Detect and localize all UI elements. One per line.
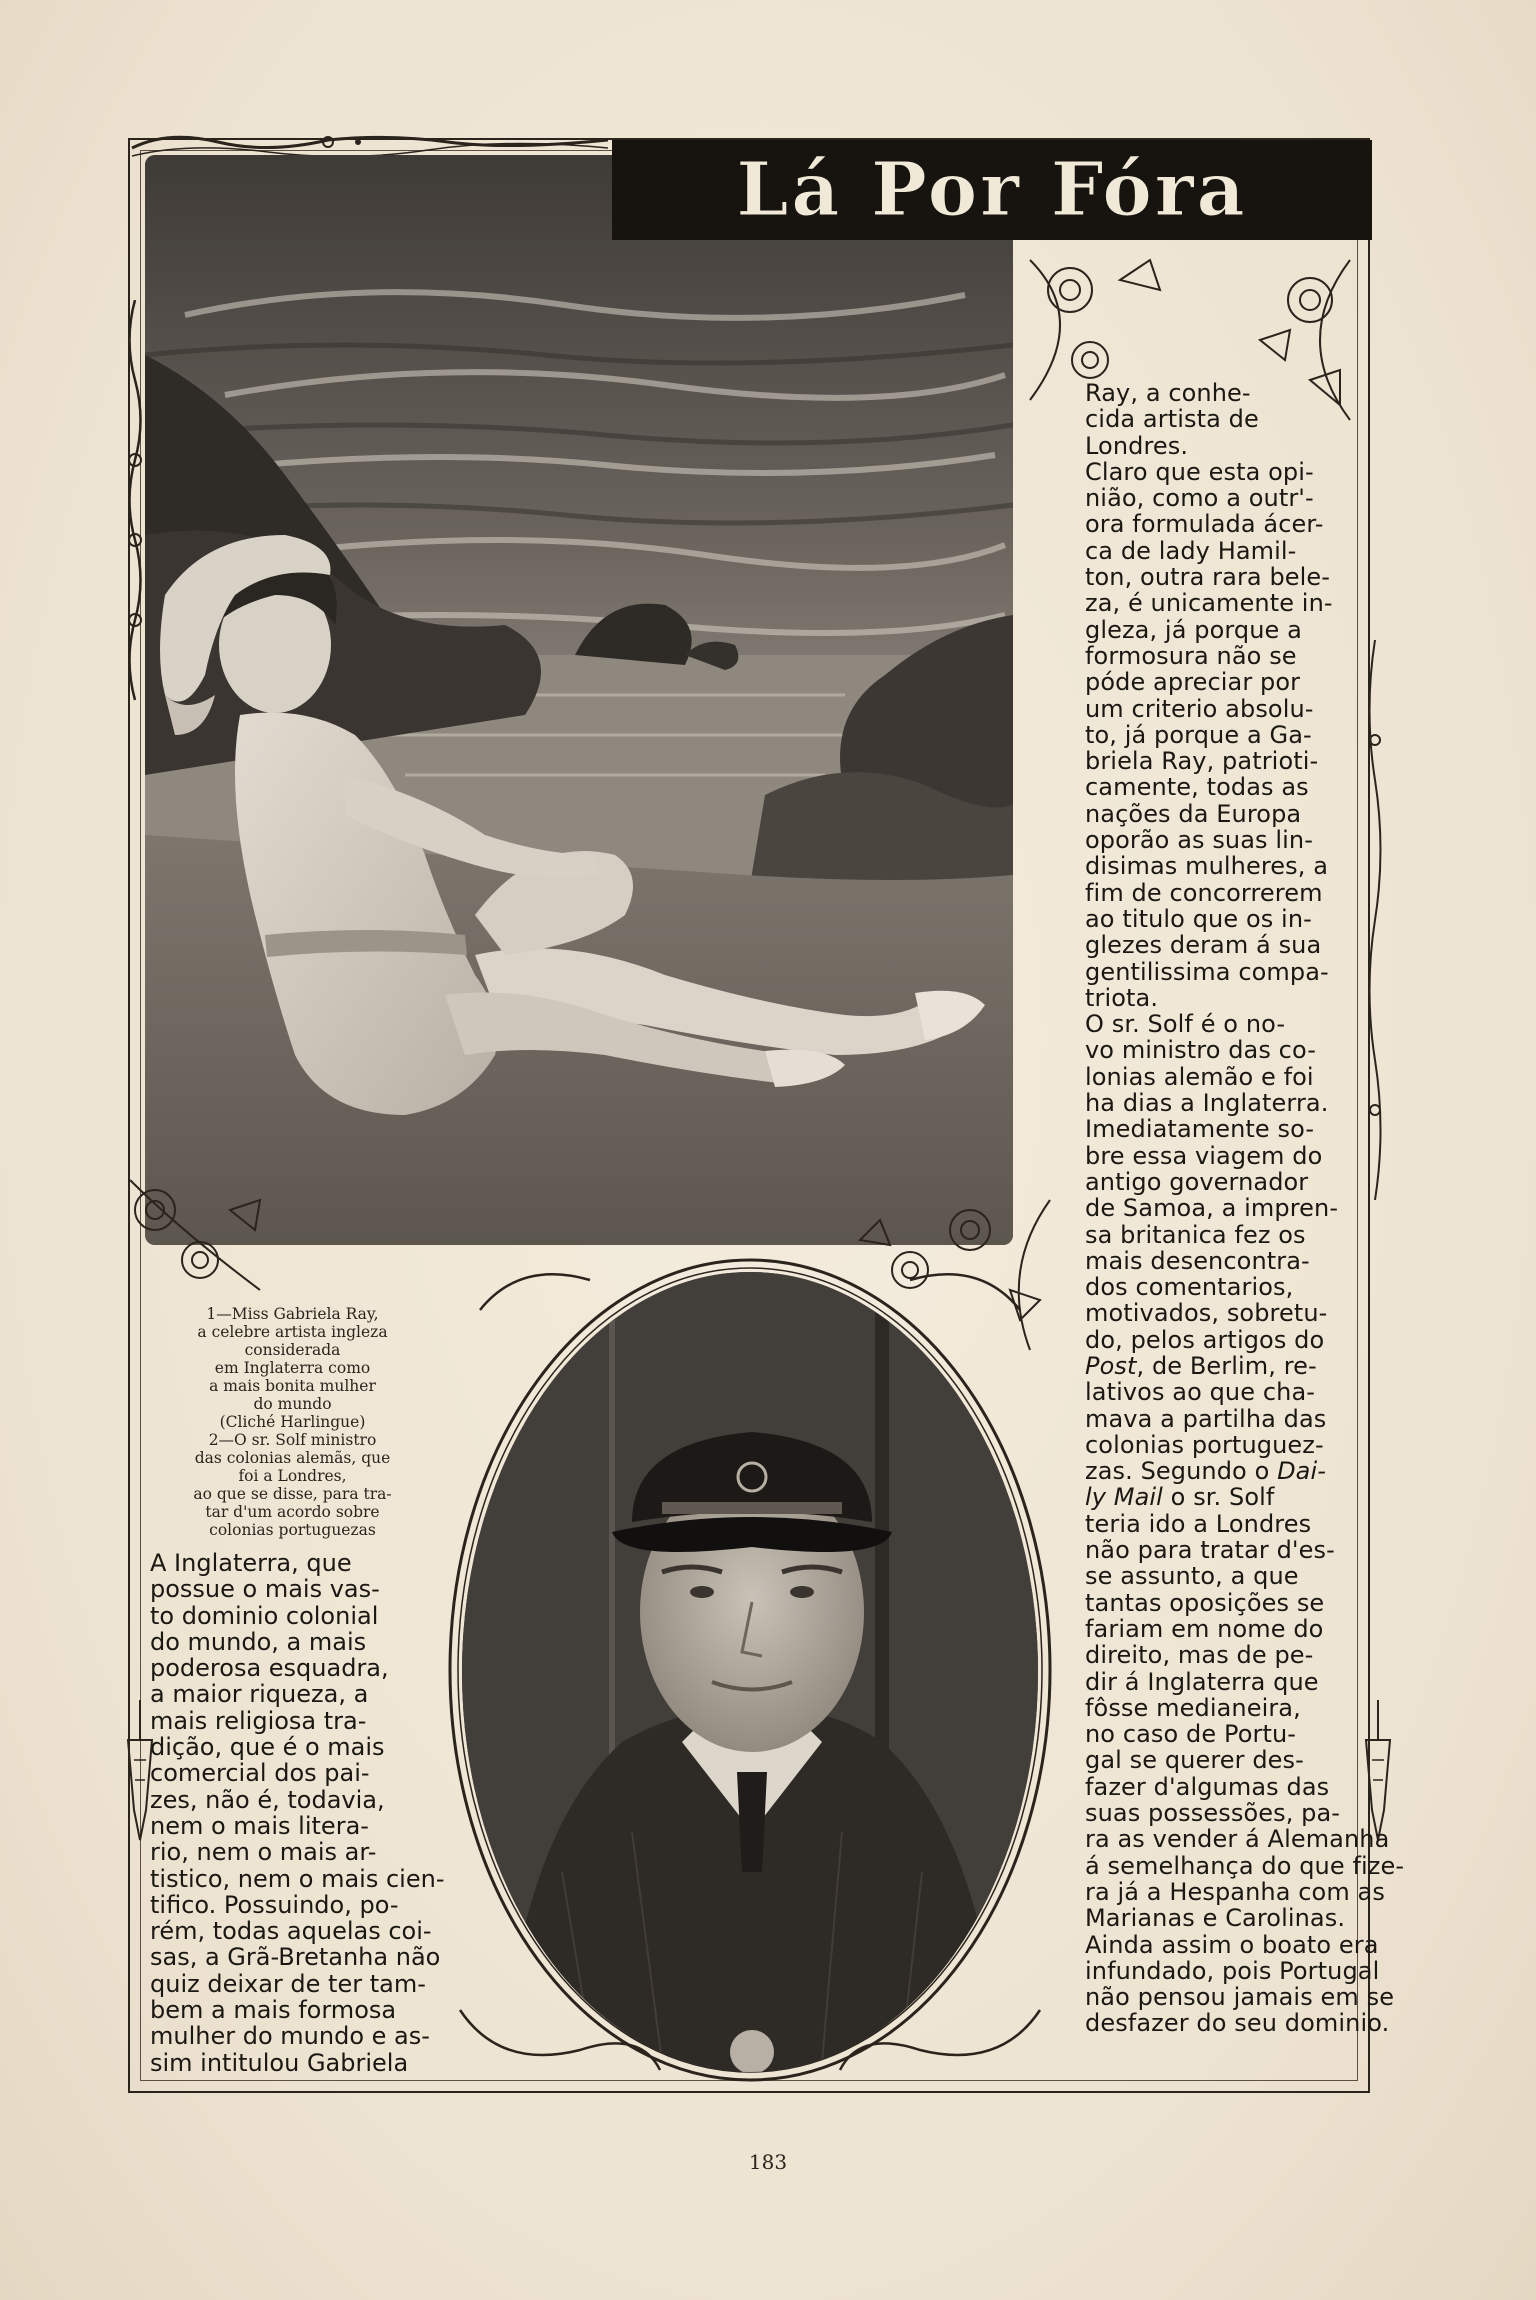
- text-line: sa britanica fez os: [1085, 1220, 1306, 1249]
- text-line: do mundo, a mais: [150, 1627, 367, 1656]
- caption-line: a celebre artista ingleza: [197, 1323, 388, 1341]
- text-line: zas. Segundo o Dai-: [1085, 1457, 1327, 1486]
- text-line: infundado, pois Portugal: [1085, 1956, 1380, 1985]
- text-line: rém, todas aquelas coi-: [150, 1917, 432, 1946]
- text-line: O sr. Solf é o no-: [1085, 1010, 1286, 1039]
- text-line: vo ministro das co-: [1085, 1036, 1316, 1065]
- text-line: ra já a Hespanha com as: [1085, 1877, 1385, 1906]
- text-line: camente, todas as: [1085, 773, 1309, 802]
- text-line: gentilissima compa-: [1085, 957, 1329, 986]
- text-line: zes, não é, todavia,: [150, 1785, 385, 1814]
- floral-ornament-left: [120, 1170, 280, 1300]
- photo-caption: [150, 1305, 435, 1539]
- text-line: ton, outra rara bele-: [1085, 563, 1331, 592]
- text-line: póde apreciar por: [1085, 668, 1301, 697]
- text-line: poderosa esquadra,: [150, 1654, 389, 1683]
- caption-line: ao que se disse, para tra-: [193, 1485, 392, 1503]
- text-line: formosura não se: [1085, 641, 1297, 670]
- text-line: ora formulada ácer-: [1085, 510, 1324, 539]
- text-line: não para tratar d'es-: [1085, 1536, 1335, 1565]
- text-line: mais religiosa tra-: [150, 1706, 367, 1735]
- text-line: gleza, já porque a: [1085, 615, 1302, 644]
- text-line: comercial dos pai-: [150, 1759, 370, 1788]
- text-line: á semelhança do que fize-: [1085, 1851, 1405, 1880]
- text-line: sim intitulou Gabriela: [150, 2048, 409, 2077]
- text-line: colonias portuguez-: [1085, 1430, 1324, 1459]
- text-line: a maior riqueza, a: [150, 1680, 369, 1709]
- text-line: fariam em nome do: [1085, 1614, 1324, 1643]
- caption-line: foi a Londres,: [238, 1467, 347, 1485]
- text-line: Marianas e Carolinas.: [1085, 1904, 1346, 1933]
- text-line: oporão as suas lin-: [1085, 826, 1313, 855]
- photo-gabriela-ray-image: [145, 155, 1013, 1245]
- article-text-left-column: [150, 1549, 445, 2077]
- text-line: rio, nem o mais ar-: [150, 1838, 377, 1867]
- text-line: Ainda assim o boato era: [1085, 1930, 1379, 1959]
- section-title-banner: [612, 140, 1372, 240]
- text-line: não pensou jamais em se: [1085, 1983, 1395, 2012]
- text-line: Post, de Berlim, re-: [1085, 1351, 1317, 1380]
- text-line: tifico. Possuindo, po-: [150, 1890, 399, 1919]
- text-line: lativos ao que cha-: [1085, 1378, 1316, 1407]
- text-line: briela Ray, patrioti-: [1085, 747, 1319, 776]
- text-line: mais desencontra-: [1085, 1246, 1310, 1275]
- text-line: tantas oposições se: [1085, 1588, 1325, 1617]
- caption-line: do mundo: [253, 1395, 332, 1413]
- text-line: tistico, nem o mais cien-: [150, 1864, 445, 1893]
- text-line: glezes deram á sua: [1085, 931, 1322, 960]
- text-line: ly Mail o sr. Solf: [1085, 1483, 1275, 1512]
- caption-line: das colonias alemãs, que: [194, 1449, 391, 1467]
- text-line: dição, que é o mais: [150, 1733, 385, 1762]
- caption-line: 1—Miss Gabriela Ray,: [206, 1305, 379, 1323]
- photo-sr-solf-image: [462, 1272, 1038, 2072]
- text-line: to, já porque a Ga-: [1085, 720, 1312, 749]
- text-line: dir á Inglaterra que: [1085, 1667, 1319, 1696]
- text-line: triota.: [1085, 983, 1159, 1012]
- caption-line: 2—O sr. Solf ministro: [208, 1431, 377, 1449]
- caption-line: tar d'um acordo sobre: [205, 1503, 380, 1521]
- text-line: mava a partilha das: [1085, 1404, 1327, 1433]
- section-title: Lá Por Fóra: [736, 147, 1248, 233]
- text-line: do, pelos artigos do: [1085, 1325, 1325, 1354]
- text-line: disimas mulheres, a: [1085, 852, 1329, 881]
- text-line: sas, a Grã-Bretanha não: [150, 1943, 441, 1972]
- text-line: to dominio colonial: [150, 1601, 379, 1630]
- text-line: um criterio absolu-: [1085, 694, 1314, 723]
- text-line: se assunto, a que: [1085, 1562, 1299, 1591]
- text-line: nem o mais litera-: [150, 1811, 369, 1840]
- text-line: suas possessões, pa-: [1085, 1799, 1341, 1828]
- text-line: Imediatamente so-: [1085, 1115, 1315, 1144]
- text-line: direito, mas de pe-: [1085, 1641, 1314, 1670]
- text-line: fim de concorrerem: [1085, 878, 1323, 907]
- text-line: ra as vender á Alemanha: [1085, 1825, 1390, 1854]
- text-line: nião, como a outr'-: [1085, 484, 1314, 513]
- caption-line: em Inglaterra como: [214, 1359, 371, 1377]
- text-line: ao titulo que os in-: [1085, 904, 1312, 933]
- photo-sr-solf: [462, 1272, 1038, 2072]
- text-line: Londres.: [1085, 431, 1189, 460]
- caption-line: a mais bonita mulher: [209, 1377, 376, 1395]
- text-line: Ray, a conhe-: [1085, 379, 1251, 407]
- text-line: dos comentarios,: [1085, 1273, 1294, 1302]
- text-line: lonias alemão e foi: [1085, 1062, 1314, 1091]
- text-line: A Inglaterra, que: [150, 1549, 352, 1577]
- page-number: 183: [748, 2150, 788, 2174]
- text-line: desfazer do seu dominio.: [1085, 2009, 1390, 2038]
- text-line: ca de lady Hamil-: [1085, 536, 1297, 565]
- photo-gabriela-ray: [145, 155, 1013, 1245]
- text-line: antigo governador: [1085, 1167, 1309, 1196]
- text-line: gal se querer des-: [1085, 1746, 1304, 1775]
- text-line: fôsse medianeira,: [1085, 1693, 1301, 1722]
- text-line: cida artista de: [1085, 405, 1259, 434]
- text-line: nações da Europa: [1085, 799, 1302, 828]
- article-text-right-column: [1085, 380, 1415, 2037]
- caption-line: colonias portuguezas: [209, 1521, 376, 1539]
- text-line: teria ido a Londres: [1085, 1509, 1312, 1538]
- text-line: mulher do mundo e as-: [150, 2022, 430, 2051]
- text-line: fazer d'algumas das: [1085, 1772, 1330, 1801]
- text-line: bem a mais formosa: [150, 1996, 397, 2025]
- text-line: no caso de Portu-: [1085, 1720, 1297, 1749]
- text-line: Claro que esta opi-: [1085, 457, 1314, 486]
- text-line: possue o mais vas-: [150, 1575, 380, 1604]
- caption-line: (Cliché Harlingue): [219, 1413, 366, 1431]
- text-line: ha dias a Inglaterra.: [1085, 1089, 1329, 1118]
- text-line: de Samoa, a impren-: [1085, 1194, 1339, 1223]
- text-line: bre essa viagem do: [1085, 1141, 1323, 1170]
- caption-line: considerada: [244, 1341, 341, 1359]
- text-line: quiz deixar de ter tam-: [150, 1969, 426, 1998]
- text-line: motivados, sobretu-: [1085, 1299, 1328, 1328]
- text-line: za, é unicamente in-: [1085, 589, 1333, 618]
